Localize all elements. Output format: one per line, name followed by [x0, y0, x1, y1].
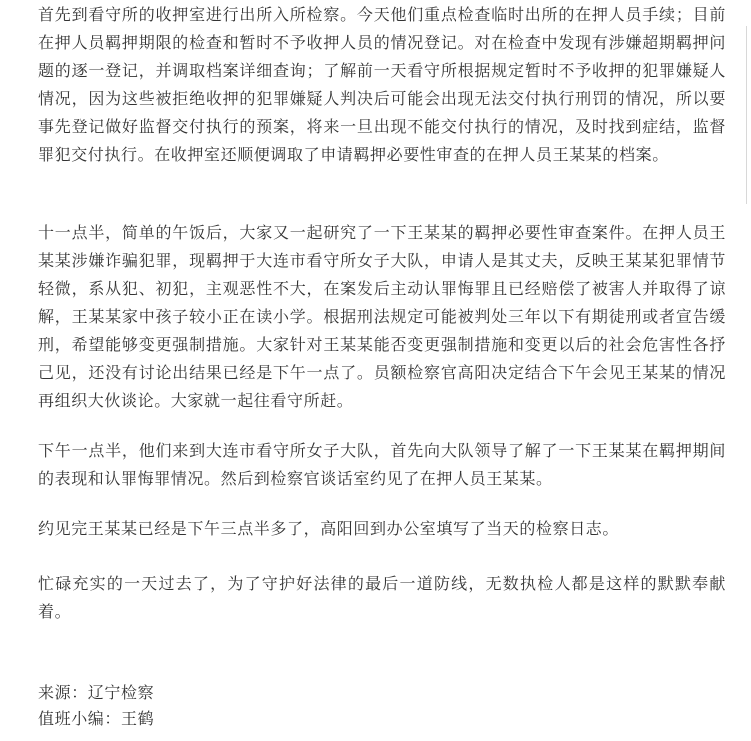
scroll-rail[interactable]: [746, 26, 747, 204]
article-paragraph-4: 约见完王某某已经是下午三点半多了，高阳回到办公室填写了当天的检察日志。: [38, 519, 620, 538]
article-paragraph-2: 十一点半，简单的午饭后，大家又一起研究了一下王某某的羁押必要性审查案件。在押人员王某某涉嫌诈骗犯罪，现羁押于大连市看守所女子大队，申请人是其丈夫，反映王某某犯罪情节轻微，系从犯、初犯，主观恶性不大，在案发后主动认罪悔罪且已经赔偿了被害人并取得了谅解，王某某家中孩子较小正在读小学。根据刑法规定可能被判处三年以下有期徒刑或者宣告缓刑，希望能够变更强制措施。大家针对王某某能否变更强制措施和变更以后的社会危害性各抒己见，还没有讨论出结果已经是下午一点了。员额检察官高阳决定结合下午会见王某某的情况再组织大伙谈论。大家就一起往看守所赶。: [38, 223, 726, 410]
article-paragraph-1: 首先到看守所的收押室进行出所入所检察。今天他们重点检查临时出所的在押人员手续；目前在押人员羁押期限的检查和暂时不予收押人员的情况登记。对在检查中发现有涉嫌超期羁押问题的逐一登记，并调取档案详细查询；了解前一天看守所根据规定暂时不予收押的犯罪嫌疑人情况，因为这些被拒绝收押的犯罪嫌疑人判决后可能会出现无法交付执行刑罚的情况，所以要事先登记做好监督交付执行的预案，将来一旦出现不能交付执行的情况，及时找到症结，监督罪犯交付执行。在收押室还顺便调取了申请羁押必要性审查的在押人员王某某的档案。: [38, 5, 726, 164]
article-paragraph-5: 忙碌充实的一天过去了，为了守护好法律的最后一道防线，无数执检人都是这样的默默奉献着。: [38, 574, 726, 621]
article-editor: 值班小编：王鹤: [38, 709, 155, 728]
article-paragraph-3: 下午一点半，他们来到大连市看守所女子大队，首先向大队领导了解了一下王某某在羁押期间的表现和认罪悔罪情况。然后到检察官谈话室约见了在押人员王某某。: [38, 441, 726, 488]
article-source: 来源：辽宁检察: [38, 683, 155, 702]
